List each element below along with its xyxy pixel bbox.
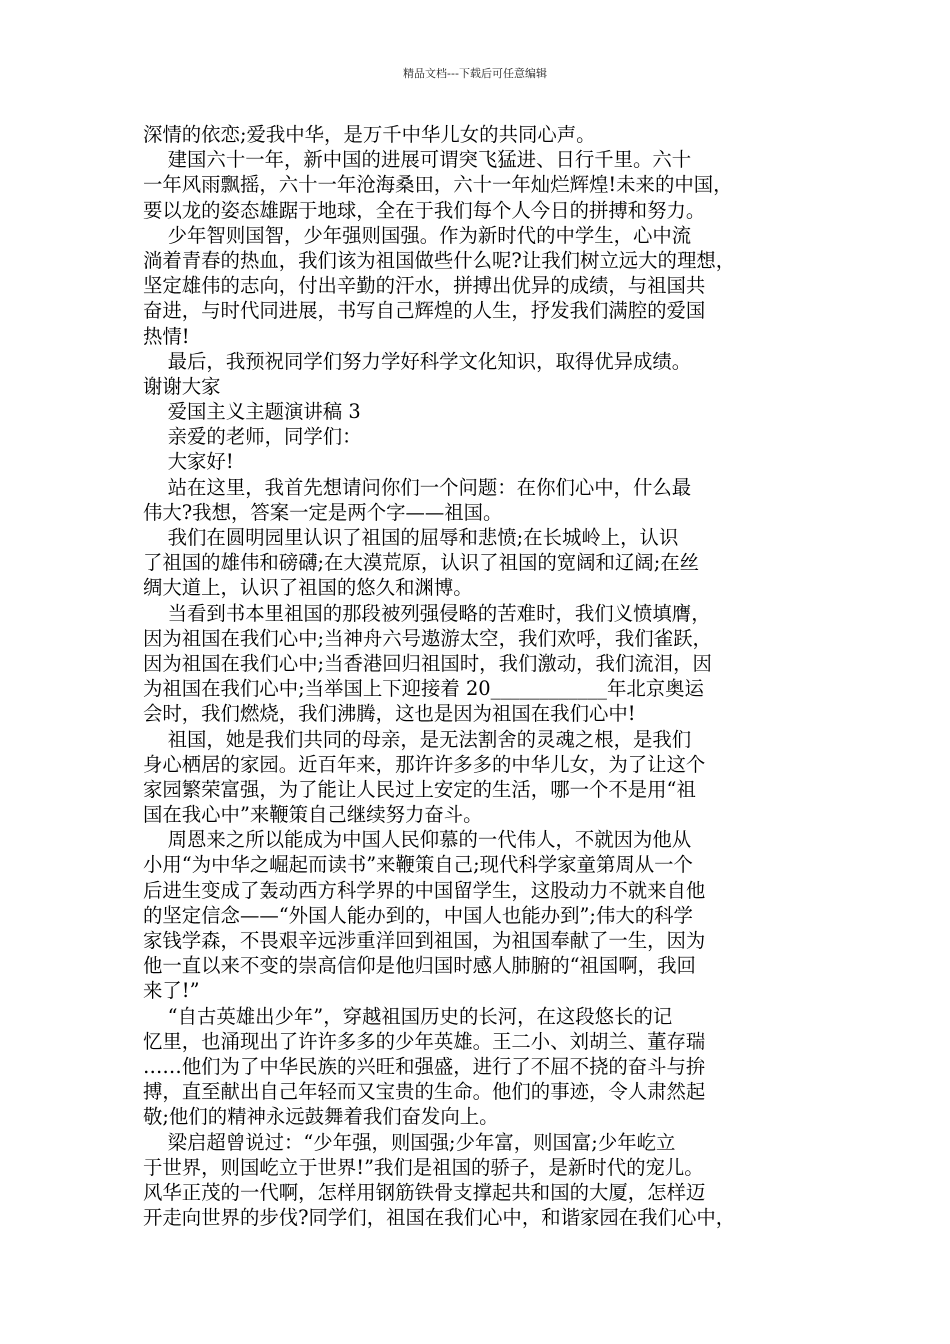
salutation: 亲爱的老师，同学们： — [143, 425, 362, 449]
text-line: 站在这里，我首先想请问你们一个问题：在你们心中，什么最 — [143, 475, 692, 499]
text-line: 搏，直至献出自己年轻而又宝贵的生命。他们的事迹，令人肃然起 — [143, 1080, 706, 1104]
text-line: 要以龙的姿态雄踞于地球，全在于我们每个人今日的拼搏和努力。 — [143, 198, 706, 222]
text-line: 梁启超曾说过：“少年强，则国强;少年富，则国富;少年屹立 — [143, 1130, 676, 1154]
text-line: 了祖国的雄伟和磅礴;在大漠荒原，认识了祖国的宽阔和辽阔;在丝 — [143, 551, 700, 575]
text-line: 热情! — [143, 324, 190, 348]
text-line: ……他们为了中华民族的兴旺和强盛，进行了不屈不挠的奋斗与拚 — [143, 1054, 706, 1078]
text-line: 一年风雨飘摇，六十一年沧海桑田，六十一年灿烂辉煌!未来的中国， — [143, 173, 733, 197]
text-line: 伟大?我想，答案一定是两个字——祖国。 — [143, 500, 503, 524]
speech-title: 爱国主义主题演讲稿 3 — [143, 400, 361, 424]
text-line: “自古英雄出少年”，穿越祖国历史的长河，在这段悠长的记 — [143, 1004, 673, 1028]
text-line: 少年智则国智，少年强则国强。作为新时代的中学生，心中流 — [143, 223, 692, 247]
text-line: 来了!” — [143, 979, 200, 1003]
text-line: 绸大道上，认识了祖国的悠久和渊博。 — [143, 576, 473, 600]
text-line: 会时，我们燃烧，我们沸腾，这也是因为祖国在我们心中! — [143, 702, 636, 726]
text-line: 家钱学森，不畏艰辛远涉重洋回到祖国，为祖国奉献了一生，因为 — [143, 929, 706, 952]
text-line: 最后，我预祝同学们努力学好科学文化知识，取得优异成绩。 — [143, 349, 692, 373]
text-line: 坚定雄伟的志向，付出辛勤的汗水，拼搏出优异的成绩，与祖国共 — [143, 274, 706, 298]
text-line: 家园繁荣富强，为了能让人民过上安定的生活，哪一个不是用“祖 — [143, 777, 696, 801]
text-line: 忆里，也涌现出了许许多多的少年英雄。王二小、刘胡兰、董存瑞 — [143, 1029, 706, 1053]
text-line: 深情的依恋;爱我中华，是万千中华儿女的共同心声。 — [143, 123, 596, 146]
text-line: 祖国，她是我们共同的母亲，是无法割舍的灵魂之根，是我们 — [143, 727, 692, 751]
text-line: 国在我心中”来鞭策自己继续努力奋斗。 — [143, 803, 483, 827]
text-line: 风华正茂的一代啊，怎样用钢筋铁骨支撑起共和国的大厦，怎样迈 — [143, 1180, 706, 1204]
text-line: 当看到书本里祖国的那段被列强侵略的苦难时，我们义愤填膺， — [143, 601, 711, 625]
document-body — [143, 122, 823, 1230]
text-line: 的坚定信念——“外国人能办到的，中国人也能办到”;伟大的科学 — [143, 903, 693, 927]
text-line: 为祖国在我们心中;当举国上下迎接着 20____________年北京奥运 — [143, 677, 704, 701]
text-line: 于世界，则国屹立于世界!”我们是祖国的骄子，是新时代的宠儿。 — [143, 1155, 704, 1179]
text-line: 身心栖居的家园。近百年来，那许许多多的中华儿女，为了让这个 — [143, 752, 706, 776]
text-line: 我们在圆明园里认识了祖国的屈辱和悲愤;在长城岭上，认识 — [143, 526, 679, 549]
text-line: 因为祖国在我们心中;当香港回归祖国时，我们激动，我们流泪，因 — [143, 651, 712, 675]
page-header: 精品文档---下载后可任意编辑 — [403, 67, 547, 80]
text-line: 建国六十一年，新中国的进展可谓突飞猛进、日行千里。六十 — [143, 148, 692, 172]
text-line: 淌着青春的热血，我们该为祖国做些什么呢?让我们树立远大的理想， — [143, 248, 736, 272]
text-line: 他一直以来不变的崇高信仰是他归国时感人肺腑的“祖国啊，我回 — [143, 954, 696, 978]
text-line: 后进生变成了轰动西方科学界的中国留学生，这股动力不就来自他 — [143, 878, 706, 902]
text-line: 因为祖国在我们心中;当神舟六号遨游太空，我们欢呼，我们雀跃， — [143, 626, 712, 650]
text-line: 周恩来之所以能成为中国人民仰慕的一代伟人，不就因为他从 — [143, 828, 692, 852]
text-line: 小用“为中华之崛起而读书”来鞭策自己;现代科学家童第周从一个 — [143, 853, 693, 877]
text-line: 敬;他们的精神永远鼓舞着我们奋发向上。 — [143, 1105, 499, 1129]
greeting: 大家好! — [143, 450, 234, 474]
text-line: 开走向世界的步伐?同学们，祖国在我们心中，和谐家园在我们心中， — [143, 1206, 736, 1230]
text-line: 谢谢大家 — [143, 374, 221, 398]
text-line: 奋进，与时代同进展，书写自己辉煌的人生，抒发我们满腔的爱国 — [143, 299, 706, 323]
